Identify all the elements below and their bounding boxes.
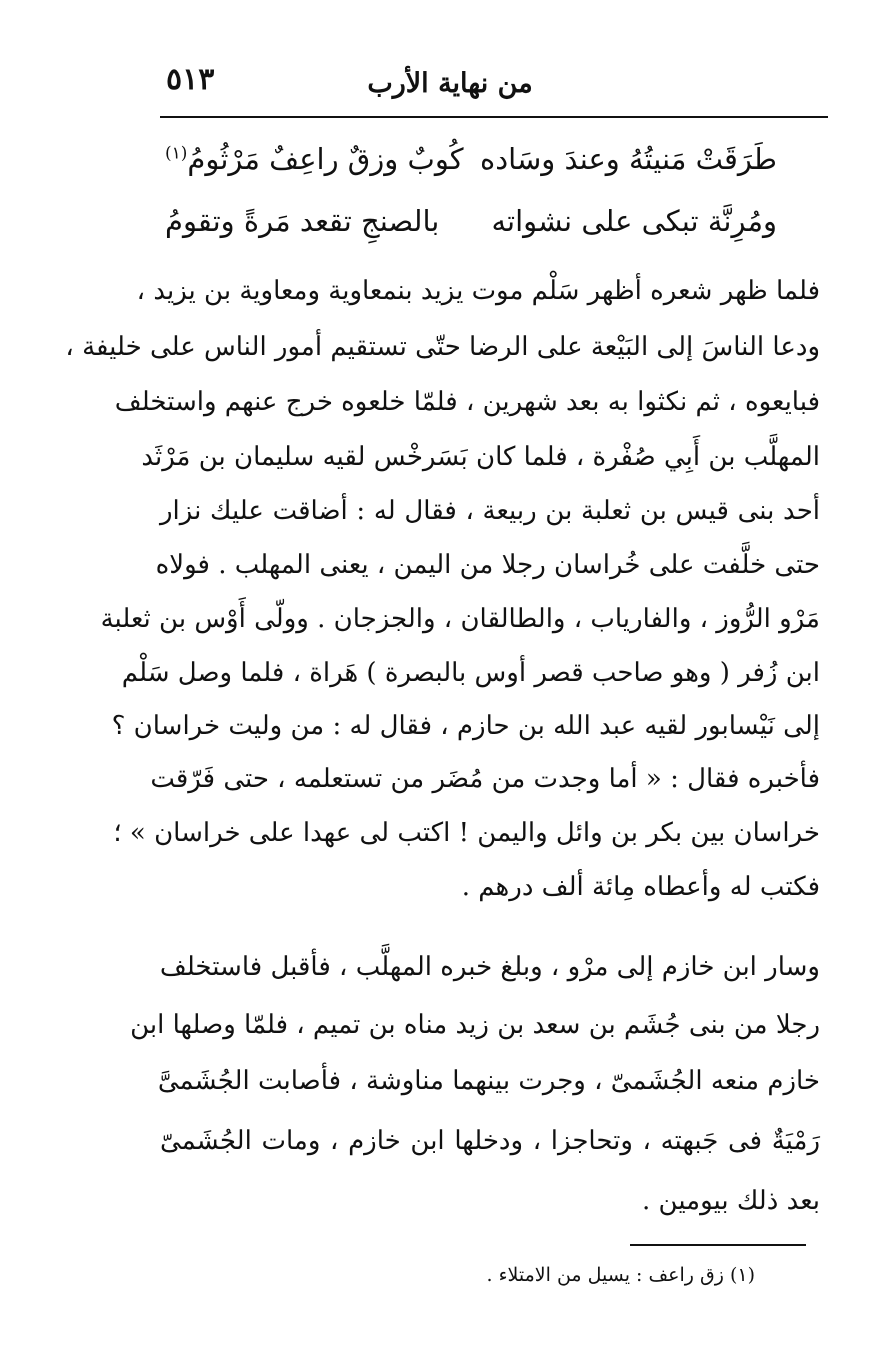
text-line: حتى خلَّفت على خُراسان رجلا من اليمن ، يعنى المهلب . فولاه	[155, 550, 820, 580]
verse-left-hemistich-wrap	[165, 142, 464, 176]
text-line: رجلا من بنى جُشَم بن سعد بن زيد مناه بن تميم ، فلمّا وصلها ابن	[130, 1010, 820, 1040]
verse-left-hemistich: كُوبٌ وزقٌ راعِفٌ مَرْثُومُ	[187, 142, 464, 176]
text-line: خراسان بين بكر بن وائل واليمن ! اكتب لى عهدا على خراسان » ؛	[113, 818, 820, 848]
text-line: خازم منعه الجُشَمىّ ، وجرت بينهما مناوشة ، فأصابت الجُشَمىَّ	[157, 1066, 820, 1096]
text-line: مَرْو الرُّوز ، والفارياب ، والطالقان ، والجزجان . وولّى أَوْس بن ثعلبة	[100, 604, 820, 634]
text-line: وسار ابن خازم إلى مرْو ، وبلغ خبره المهلَّب ، فأقبل فاستخلف	[159, 952, 820, 982]
text-line: فكتب له وأعطاه مِائة ألف درهم .	[461, 872, 820, 902]
page-number: ٥١٣	[166, 62, 215, 97]
header-rule	[160, 116, 828, 118]
text-line: المهلَّب بن أَبِي صُفْرة ، فلما كان بَسَرخْس لقيه سليمان بن مَرْثَد	[141, 442, 820, 472]
verse-right-hemistich: ومُرِنَّة تبكى على نشواته	[491, 204, 777, 238]
verse	[165, 142, 777, 190]
text-line: فبايعوه ، ثم نكثوا به بعد شهرين ، فلمّا خلعوه خرج عنهم واستخلف	[114, 387, 820, 417]
text-line: أحد بنى قيس بن ثعلبة بن ربيعة ، فقال له : أضاقت عليك نزار	[160, 496, 820, 526]
text-line: بعد ذلك بيومين .	[642, 1186, 820, 1216]
running-title: من نهاية الأرب	[367, 68, 533, 99]
text-line: رَمْيَةٌ فى جَبهته ، وتحاجزا ، ودخلها ابن خازم ، ومات الجُشَمىّ	[160, 1126, 820, 1156]
text-line: فلما ظهر شعره أظهر سَلْم موت يزيد بنمعاوية ومعاوية بن يزيد ،	[136, 276, 820, 306]
verse	[165, 204, 777, 252]
verse-left-hemistich: بالصنجِ تقعد مَرةً وتقومُ	[165, 204, 440, 238]
footnote-marker: (١)	[165, 143, 188, 164]
text-line: إلى نَيْسابور لقيه عبد الله بن حازم ، فقال له : من وليت خراسان ؟	[111, 711, 820, 741]
text-line: ودعا الناسَ إلى البَيْعة على الرضا حتّى تستقيم أمور الناس على خليفة ،	[65, 332, 820, 362]
footnote: (١) زق راعف : يسيل من الامتلاء .	[486, 1264, 755, 1286]
verse-right-hemistich: طَرَقَتْ مَنيتُهُ وعندَ وسَاده	[480, 142, 777, 176]
text-line: فأخبره فقال : « أما وجدت من مُضَر من تستعلمه ، حتى فَرّقت	[150, 764, 820, 794]
text-line: ابن زُفر ( وهو صاحب قصر أوس بالبصرة ) هَراة ، فلما وصل سَلْم	[121, 658, 820, 688]
footnote-rule	[630, 1244, 806, 1246]
